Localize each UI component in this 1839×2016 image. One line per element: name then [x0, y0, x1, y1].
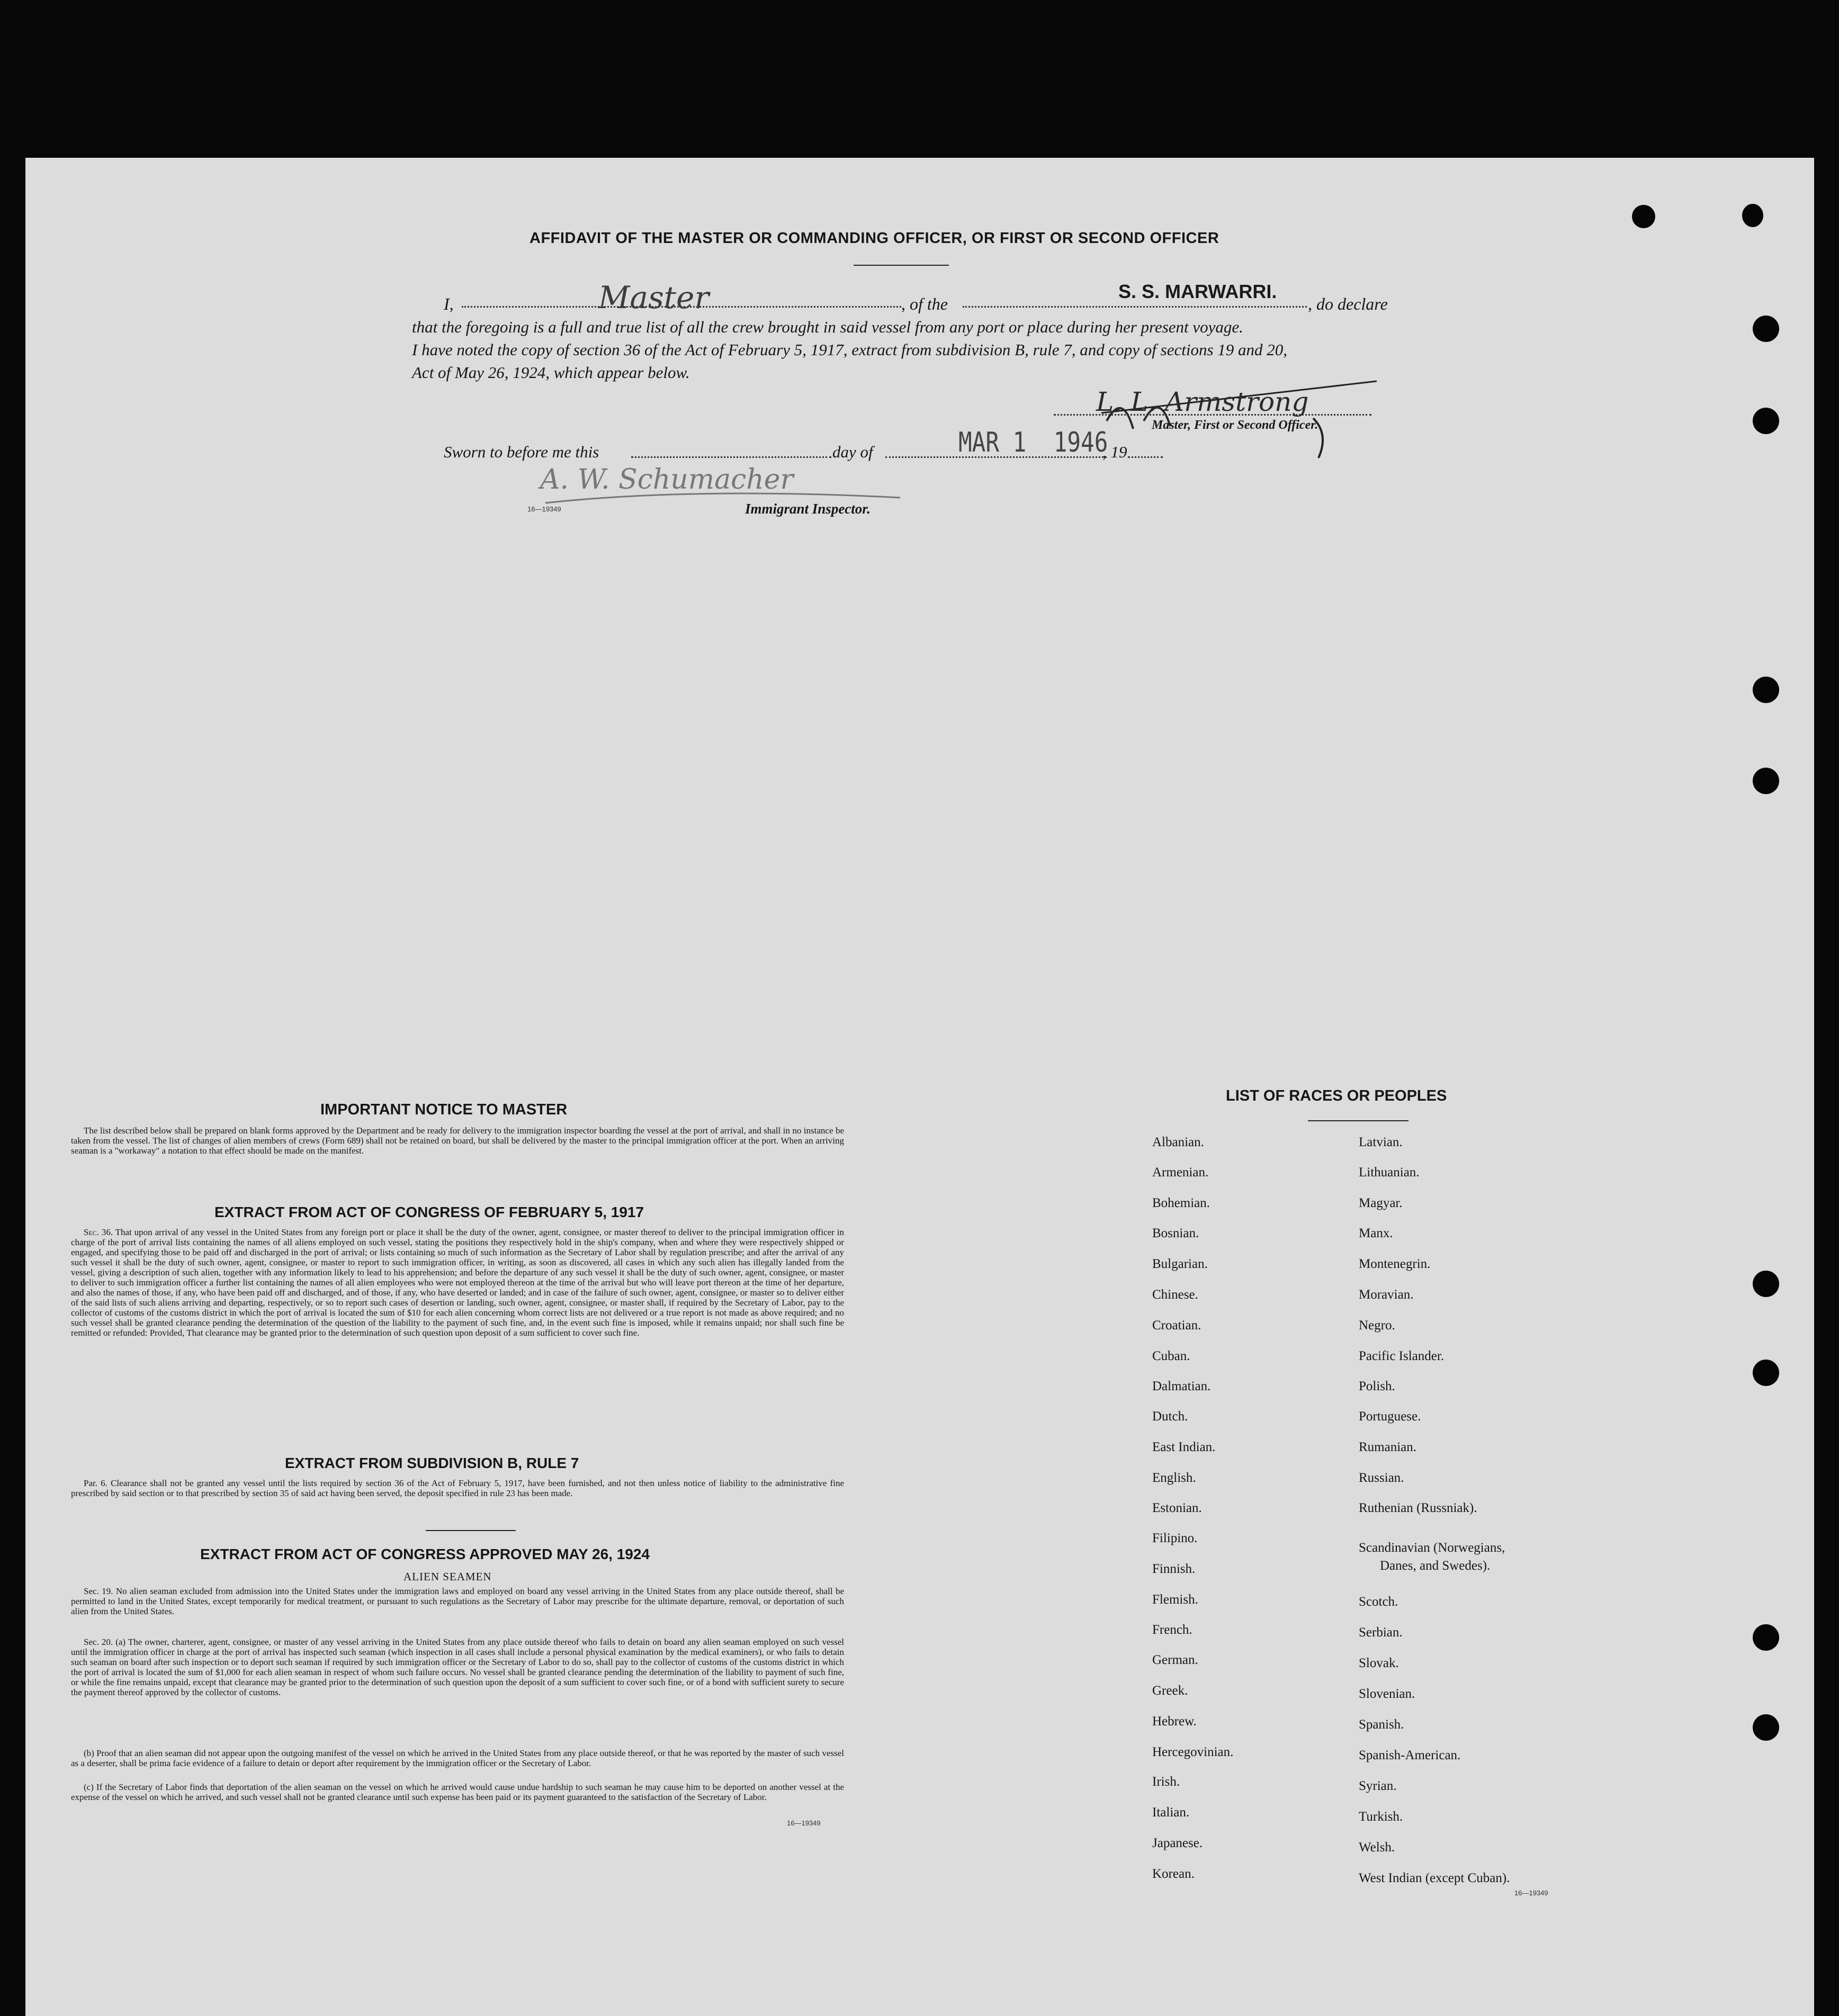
year-label: , 19	[1102, 443, 1127, 461]
vessel-name: S. S. MARWARRI.	[1118, 281, 1277, 302]
race-item: English.	[1152, 1471, 1196, 1485]
affidavit-line-2: that the foregoing is a full and true list of all the crew brought in said vessel from any port or place during her present voyage.	[412, 318, 1243, 336]
race-item: Hebrew.	[1152, 1714, 1197, 1729]
race-item: Serbian.	[1359, 1625, 1403, 1640]
form-number: 16—19349	[1514, 1889, 1548, 1897]
race-item: Polish.	[1359, 1379, 1395, 1393]
alien-seamen-subtitle: ALIEN SEAMEN	[403, 1570, 492, 1583]
punch-hole	[1753, 1360, 1779, 1386]
affidavit-line-3: I have noted the copy of section 36 of the Act of February 5, 1917, extract from subdivision B, rule 7, and copy of sections 19 and 20,	[412, 340, 1288, 359]
race-item: Ruthenian (Russniak).	[1359, 1501, 1477, 1515]
extract-1924-sec20c: (c) If the Secretary of Labor finds that deportation of the alien seaman on the vessel on which he arrived would cause undue hardship to such seaman he may cause him to be deported on another vessel at the expense of the vessel on which he arrived, and such vessel shall not be granted clearance until such expense has been paid or its payment guaranteed to the satisfaction of the Secretary of Labor.	[71, 1782, 844, 1802]
divider	[1308, 1120, 1409, 1121]
race-item: Magyar.	[1359, 1196, 1403, 1210]
race-item: Moravian.	[1359, 1288, 1414, 1302]
sec-36-text: That upon arrival of any vessel in the United States from any foreign port or place it shall be the duty of the owner, agent, consignee, or master thereof to deliver to the principal immigration officer in charge of the port of arrival lists containing the names of all aliens employed on such vessel, stating the positions they respectively hold in the ship's company, when and where they were respectively shipped or engaged, and specifying those to be paid off and discharged in the port of arrival; or lists containing so much of such information as the Secretary of Labor shall by regulation prescribe; and after the arrival of any such vessel it shall be the duty of such owner, agent, consignee, or master to report to such immigration officer, in writing, as soon as discovered, all cases in which any such alien has illegally landed from the vessel, giving a description of such alien, together with any information likely to lead to his apprehension; and before the departure of any such vessel it shall be the duty of such owner, agent, consignee, or master to deliver to such immigration officer a further list containing the names of all alien employees who were not employed thereon at the time of the arrival but who will leave port thereon at the time of her departure, and also the names of those, if any, who have been paid off and discharged, and of those, if any, who have deserted or landed; and in case of the failure of such owner, agent, consignee, or master so to deliver either of the said lists of such aliens arriving and departing, respectively, or so to report such cases of desertion or landing, such owner, agent, consignee, or master shall, if required by the Secretary of Labor, pay to the collector of customs of the customs district in which the port of arrival is located the sum of $10 for each alien concerning whom correct lists are not delivered or a true report is not made as above required; and no such vessel shall be granted clearance pending the determination of the question of the liability to the payment of such fine, and, in the event such fine is imposed, while it remains unpaid; nor shall such fine be remitted or refunded: Provided, That clearance may be granted prior to the determination of such question upon deposit of a sum sufficient to cover such fine.	[71, 1227, 844, 1338]
punch-hole	[1753, 1714, 1779, 1741]
extract-rule7-text: Par. 6. Clearance shall not be granted any vessel until the lists required by section 36 of the Act of February 5, 1917, have been furnished, and not then unless notice of liability to the administrative fine prescribed by said section or to that prescribed by section 35 of said act having been served, the deposit specified in rule 23 has been made.	[71, 1478, 844, 1498]
officer-caption: Master, First or Second Officer.	[1152, 418, 1318, 432]
race-item: Portuguese.	[1359, 1409, 1421, 1424]
race-item: Estonian.	[1152, 1501, 1202, 1515]
race-item: Cuban.	[1152, 1349, 1190, 1363]
race-item: Welsh.	[1359, 1840, 1395, 1855]
race-item: Negro.	[1359, 1318, 1395, 1333]
sec-36-label: Sec. 36.	[84, 1227, 113, 1237]
officer-signature: L. L. Armstrong	[1096, 386, 1309, 417]
divider	[426, 1530, 516, 1531]
extract-1924-title: EXTRACT FROM ACT OF CONGRESS APPROVED MAY 26, 1924	[200, 1546, 650, 1562]
race-item: Bohemian.	[1152, 1196, 1210, 1210]
divider	[854, 265, 949, 266]
notice-text: The list described below shall be prepared on blank forms approved by the Department and be ready for delivery to the immigration inspector boarding the vessel at the port of arrival, and shall in no instance be taken from the vessel. The list of changes of alien members of crews (Form 689) shall not be retained on board, but shall be delivered by the master to the principal immigration officer at the port. When an arriving seaman is a "workaway" a notation to that effect should be made on the manifest.	[71, 1126, 844, 1156]
race-item: Dutch.	[1152, 1409, 1188, 1424]
master-handwritten: Master	[598, 280, 710, 316]
vessel-line	[963, 306, 1307, 308]
race-item: German.	[1152, 1653, 1198, 1667]
race-item: Spanish.	[1359, 1717, 1404, 1732]
race-item: French.	[1152, 1623, 1192, 1637]
race-item: West Indian (except Cuban).	[1359, 1871, 1510, 1885]
race-item: Filipino.	[1152, 1531, 1198, 1545]
race-item: Dalmatian.	[1152, 1379, 1211, 1393]
punch-hole	[1742, 204, 1763, 227]
race-item: Albanian.	[1152, 1135, 1204, 1149]
race-item: Danes, and Swedes).	[1380, 1559, 1491, 1573]
form-number: 16—19349	[787, 1819, 821, 1827]
race-item: Korean.	[1152, 1867, 1195, 1881]
extract-1924-sec19: Sec. 19. No alien seaman excluded from admission into the United States under the immigration laws and employed on board any vessel arriving in the United States from any place outside thereof, shall be permitted to land in the United States, except temporarily for medical treatment, or pursuant to such regulations as the Secretary of Labor may prescribe for the ultimate departure, removal, or deportation of such alien from the United States.	[71, 1586, 844, 1616]
race-item: Japanese.	[1152, 1836, 1203, 1850]
punch-hole	[1753, 768, 1779, 794]
punch-hole	[1753, 316, 1779, 342]
race-item: Croatian.	[1152, 1318, 1201, 1333]
of-the-label: , of the	[901, 294, 948, 313]
extract-1924-sec20a: Sec. 20. (a) The owner, charterer, agent, consignee, or master of any vessel arriving in the United States from any place outside thereof who fails to detain on board any alien seaman employed on such vessel until the immigration officer in charge at the port of arrival has inspected such seaman (which inspection in all cases shall include a personal physical examination by the medical examiners), or who fails to detain such seaman on board after such inspection or to deport such seaman if required by such immigration officer or the Secretary of Labor to do so, shall pay to the collector of customs of the customs district in which the port of arrival is located the sum of $1,000 for each alien seaman in respect of whom such failure occurs. No vessel shall be granted clearance pending the determination of the liability to payment of such fine, or while the fine remains unpaid, except that clearance may be granted prior to the determination of such question upon the deposit of a sum sufficient to cover such fine, or of a bond with sufficient surety to secure the payment thereof approved by the collector of customs.	[71, 1637, 844, 1697]
race-item: Montenegrin.	[1359, 1257, 1431, 1271]
extract-rule7-title: EXTRACT FROM SUBDIVISION B, RULE 7	[285, 1455, 579, 1471]
race-item: Scandinavian (Norwegians,	[1359, 1541, 1505, 1555]
race-item: Armenian.	[1152, 1165, 1209, 1180]
race-item: Hercegovinian.	[1152, 1745, 1234, 1759]
affidavit-line-4: Act of May 26, 1924, which appear below.	[412, 363, 690, 382]
sworn-year-line	[1128, 456, 1163, 458]
race-item: Spanish-American.	[1359, 1748, 1461, 1762]
extract-1917-title: EXTRACT FROM ACT OF CONGRESS OF FEBRUARY 5, 1917	[214, 1204, 644, 1220]
race-item: Rumanian.	[1359, 1440, 1417, 1454]
race-item: Scotch.	[1359, 1595, 1398, 1609]
race-item: Irish.	[1152, 1775, 1180, 1789]
punch-hole	[1753, 408, 1779, 434]
race-item: Italian.	[1152, 1805, 1190, 1820]
race-item: Latvian.	[1359, 1135, 1403, 1149]
punch-hole	[1753, 1271, 1779, 1297]
race-item: Pacific Islander.	[1359, 1349, 1445, 1363]
document-page	[25, 158, 1814, 2016]
race-item: Bosnian.	[1152, 1226, 1199, 1240]
race-item: Slovak.	[1359, 1656, 1399, 1670]
punch-hole	[1753, 1624, 1779, 1651]
punch-hole	[1632, 205, 1655, 228]
race-item: Syrian.	[1359, 1779, 1397, 1793]
affidavit-title: AFFIDAVIT OF THE MASTER OR COMMANDING OFFICER, OR FIRST OR SECOND OFFICER	[530, 230, 1219, 247]
day-of-label: day of	[832, 443, 873, 461]
race-item: Flemish.	[1152, 1592, 1198, 1607]
date-stamp: MAR 1 1946	[958, 427, 1108, 458]
declare-label: , do declare	[1308, 294, 1388, 313]
extract-1924-sec20b: (b) Proof that an alien seaman did not appear upon the outgoing manifest of the vessel on which he arrived in the United States from any place outside thereof, or that he was reported by the master of such vessel as a deserter, shall be prima facie evidence of a failure to detain or deport after requirement by the immigration officer or the Secretary of Labor.	[71, 1748, 844, 1768]
race-item: Manx.	[1359, 1226, 1393, 1240]
notice-title: IMPORTANT NOTICE TO MASTER	[320, 1101, 568, 1118]
affidavit-i-label: I,	[444, 294, 454, 313]
race-item: Lithuanian.	[1359, 1165, 1420, 1180]
races-title: LIST OF RACES OR PEOPLES	[1226, 1087, 1447, 1104]
punch-hole	[1753, 677, 1779, 703]
signature-line	[1054, 414, 1371, 416]
race-item: Slovenian.	[1359, 1687, 1415, 1701]
race-item: Chinese.	[1152, 1288, 1198, 1302]
race-item: Finnish.	[1152, 1562, 1196, 1576]
race-item: East Indian.	[1152, 1440, 1216, 1454]
race-item: Turkish.	[1359, 1810, 1403, 1824]
inspector-signature: A. W. Schumacher	[540, 464, 794, 496]
sworn-day-line	[631, 456, 831, 458]
sworn-label: Sworn to before me this	[444, 443, 599, 461]
form-number: 16—19349	[527, 505, 561, 513]
inspector-caption: Immigrant Inspector.	[745, 501, 871, 517]
race-item: Greek.	[1152, 1684, 1188, 1698]
race-item: Russian.	[1359, 1471, 1404, 1485]
extract-1917-text	[71, 1227, 844, 1338]
race-item: Bulgarian.	[1152, 1257, 1208, 1271]
